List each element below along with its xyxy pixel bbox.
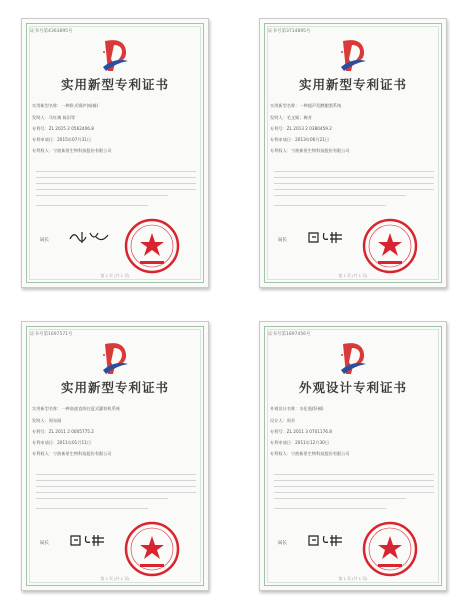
field-design-name: 外观设计名称：水化瓶(卧桶) [270,406,324,411]
field-inventor: 设计人：周芳 [270,418,296,423]
certificate-title: 外观设计专利证书 [298,380,407,395]
official-seal-icon [360,520,420,578]
field-inventor: 发明人：马红梅 陈旧等 [32,115,76,120]
handwritten-signature [68,532,110,548]
field-design-name: 实用新型名称：一种高速直线往返式灌装机系统 [32,406,120,411]
signatory-label: 局长 [40,238,49,243]
certificate-number: 证书号第1897456号 [268,332,311,337]
signatory-label: 局长 [40,541,49,546]
field-inventor: 发明人：周东刚 [32,418,62,423]
official-seal-icon [122,520,182,578]
page-label: 第 1 页 (共 1 页) [100,273,130,278]
patent-office-logo-icon [338,37,368,73]
signatory-label: 局长 [278,541,287,546]
patent-certificate-1 [21,18,209,288]
certificate-number: 证书号第1697571号 [30,332,73,337]
field-design-name: 实用新型名称：一种卧式锅炉(暗桶) [32,103,99,108]
field-inventor: 发明人：毛文姬；梅芳 [270,115,312,120]
certificate-number: 证书号第4363895号 [30,29,73,34]
field-patentee: 专利权人：宁波新景生物科技股份有限公司 [270,148,350,153]
field-application-date: 专利申请日：2013年06月21日 [270,137,330,142]
certificate-title: 实用新型专利证书 [60,77,169,92]
page-label: 第 1 页 (共 1 页) [100,576,130,581]
patent-office-logo-icon [100,340,130,376]
patent-office-logo-icon [338,340,368,376]
official-seal-icon [360,217,420,275]
field-patentee: 专利权人：宁波新景生物科技股份有限公司 [270,451,350,456]
page-label: 第 1 页 (共 1 页) [338,576,368,581]
field-design-name: 实用新型名称：一种超声发酵酿酒系统 [270,103,342,108]
field-application-date: 专利申请日：2011年01月11日 [32,440,92,445]
field-patent-number: 专利号：ZL 2011 3 0701176.8 [270,429,332,434]
field-patentee: 专利权人：宁波新景生物科技股份有限公司 [32,451,112,456]
field-application-date: 专利申请日：2015年07月31日 [32,137,92,142]
field-application-date: 专利申请日：2011年12月30日 [270,440,330,445]
field-patent-number: 专利号：ZL 2011 2 0005775.2 [32,429,94,434]
certificate-number: 证书号第3714895号 [268,29,311,34]
official-seal-icon [122,217,182,275]
handwritten-signature [68,229,110,245]
certificate-title: 实用新型专利证书 [298,77,407,92]
signatory-label: 局长 [278,238,287,243]
patent-office-logo-icon [100,37,130,73]
patent-certificate-3 [21,321,209,591]
field-patentee: 专利权人：宁波新景生物科技股份有限公司 [32,148,112,153]
field-patent-number: 专利号：ZL 2015 2 0562406.8 [32,126,94,131]
field-patent-number: 专利号：ZL 2013 2 0380459.2 [270,126,332,131]
page-label: 第 1 页 (共 1 页) [338,273,368,278]
certificate-title: 实用新型专利证书 [60,380,169,395]
patent-certificate-2 [259,18,447,288]
handwritten-signature [306,229,348,245]
patent-certificate-4 [259,321,447,591]
handwritten-signature [306,532,348,548]
